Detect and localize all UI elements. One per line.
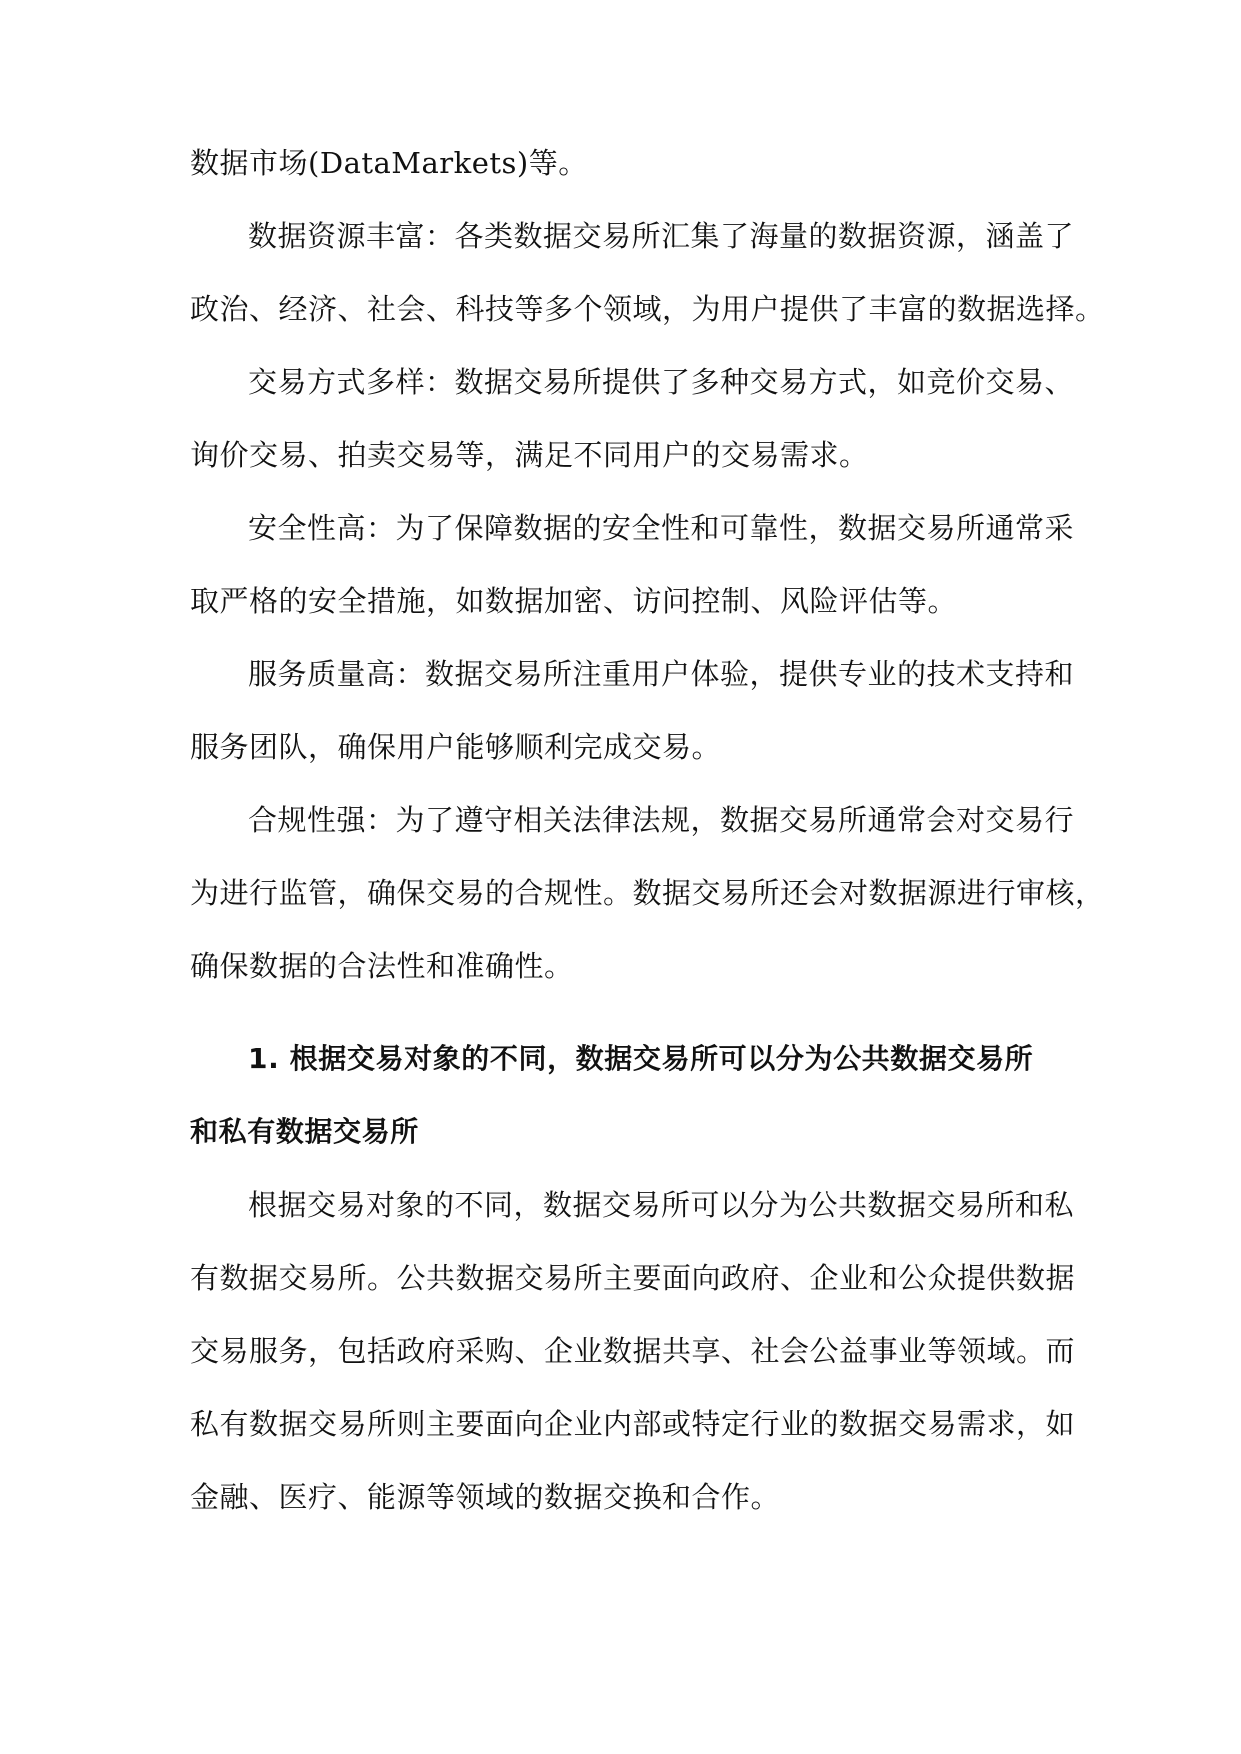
section-heading: 1. 根据交易对象的不同，数据交易所可以分为公共数据交易所 bbox=[248, 1042, 1034, 1075]
paragraph-line: 为进行监管，确保交易的合规性。数据交易所还会对数据源进行审核， bbox=[190, 876, 1105, 910]
paragraph-line: 询价交易、拍卖交易等，满足不同用户的交易需求。 bbox=[190, 438, 869, 472]
paragraph-line: 私有数据交易所则主要面向企业内部或特定行业的数据交易需求，如 bbox=[190, 1407, 1076, 1441]
paragraph-line: 交易服务，包括政府采购、企业数据共享、社会公益事业等领域。而 bbox=[190, 1334, 1076, 1368]
paragraph-line: 根据交易对象的不同，数据交易所可以分为公共数据交易所和私 bbox=[248, 1188, 1075, 1222]
paragraph-line: 数据资源丰富：各类数据交易所汇集了海量的数据资源，涵盖了 bbox=[248, 219, 1075, 253]
paragraph-line: 合规性强：为了遵守相关法律法规，数据交易所通常会对交易行 bbox=[248, 803, 1075, 837]
paragraph-line: 服务质量高：数据交易所注重用户体验，提供专业的技术支持和 bbox=[248, 657, 1075, 691]
paragraph-line: 确保数据的合法性和准确性。 bbox=[190, 949, 574, 983]
paragraph-line: 有数据交易所。公共数据交易所主要面向政府、企业和公众提供数据 bbox=[190, 1261, 1076, 1295]
paragraph-line: 服务团队，确保用户能够顺利完成交易。 bbox=[190, 730, 722, 764]
paragraph-line: 政治、经济、社会、科技等多个领域，为用户提供了丰富的数据选择。 bbox=[190, 292, 1105, 326]
paragraph-line: 安全性高：为了保障数据的安全性和可靠性，数据交易所通常采 bbox=[248, 511, 1075, 545]
paragraph-line: 金融、医疗、能源等领域的数据交换和合作。 bbox=[190, 1480, 781, 1514]
section-heading: 和私有数据交易所 bbox=[190, 1115, 419, 1148]
paragraph-line: 数据市场(DataMarkets)等。 bbox=[190, 146, 588, 180]
paragraph-line: 交易方式多样：数据交易所提供了多种交易方式，如竞价交易、 bbox=[248, 365, 1075, 399]
paragraph-line: 取严格的安全措施，如数据加密、访问控制、风险评估等。 bbox=[190, 584, 958, 618]
